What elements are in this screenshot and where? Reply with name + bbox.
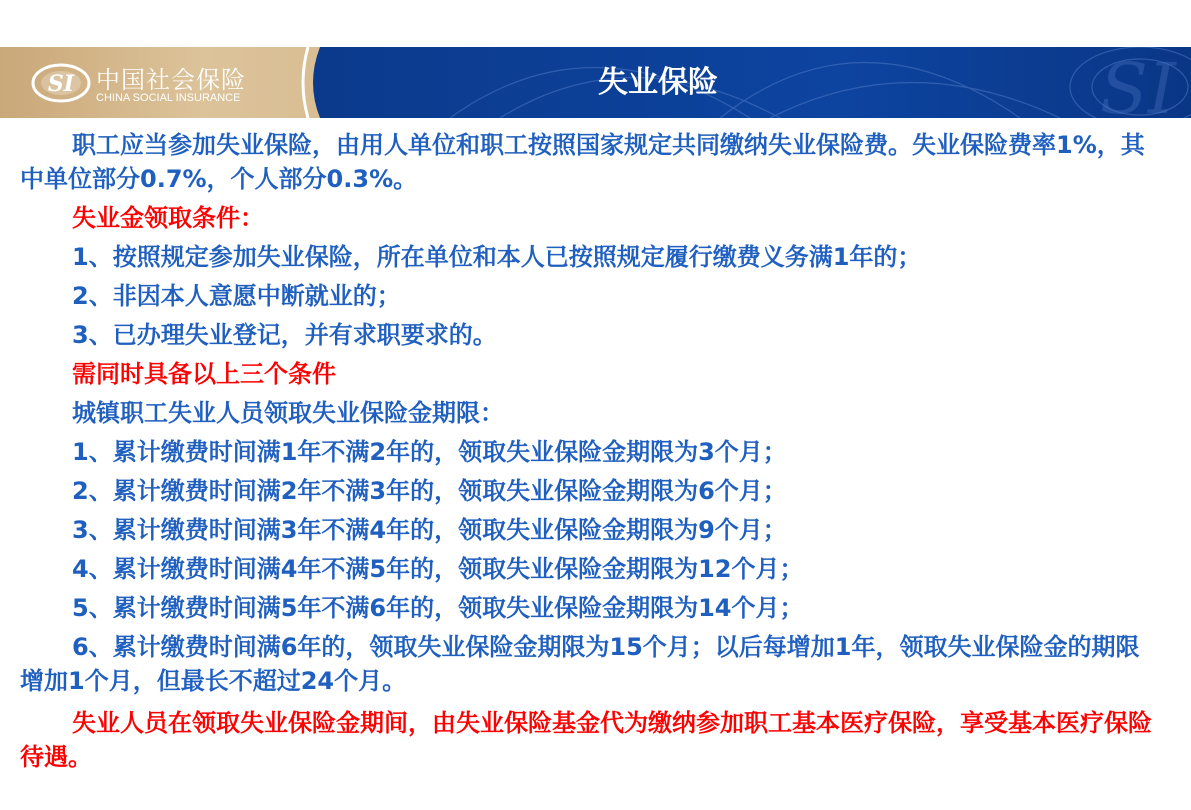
intro-paragraph: 职工应当参加失业保险，由用人单位和职工按照国家规定共同缴纳失业保险费。失业保险费率1%，其中单位部分0.7%，个人部分0.3%。 [20, 131, 1145, 193]
condition-item: 2、非因本人意愿中断就业的； [72, 282, 401, 310]
closing-paragraph: 失业人员在领取失业保险金期间，由失业保险基金代为缴纳参加职工基本医疗保险，享受基本医疗保险待遇。 [20, 709, 1152, 771]
periods-heading: 城镇职工失业人员领取失业保险金期限： [72, 399, 504, 427]
slide-content [20, 128, 1160, 774]
logo-mark: SI [47, 71, 75, 97]
period-item: 1、累计缴费时间满1年不满2年的，领取失业保险金期限为3个月； [72, 438, 787, 466]
period-item: 2、累计缴费时间满2年不满3年的，领取失业保险金期限为6个月； [72, 477, 787, 505]
period-item: 3、累计缴费时间满3年不满4年的，领取失业保险金期限为9个月； [72, 516, 787, 544]
condition-item: 3、已办理失业登记，并有求职要求的。 [72, 321, 497, 349]
watermark-mark: SI [1100, 48, 1176, 118]
logo-english-text: CHINA SOCIAL INSURANCE [96, 92, 241, 104]
logo-chinese-text: 中国社会保险 [96, 66, 246, 94]
period-item: 5、累计缴费时间满5年不满6年的，领取失业保险金期限为14个月； [72, 594, 804, 622]
period-item: 4、累计缴费时间满4年不满5年的，领取失业保险金期限为12个月； [72, 555, 804, 583]
conditions-note: 需同时具备以上三个条件 [72, 360, 336, 388]
slide-title: 失业保险 [598, 65, 718, 100]
condition-item: 1、按照规定参加失业保险，所在单位和本人已按照规定履行缴费义务满1年的； [72, 243, 922, 271]
social-insurance-logo-icon [30, 61, 92, 105]
conditions-heading: 失业金领取条件： [72, 204, 264, 232]
logo-band [0, 47, 340, 118]
slide-header [0, 47, 1191, 118]
period-item: 6、累计缴费时间满6年的，领取失业保险金期限为15个月；以后每增加1年，领取失业保险金的期限增加1个月，但最长不超过24个月。 [20, 633, 1140, 695]
